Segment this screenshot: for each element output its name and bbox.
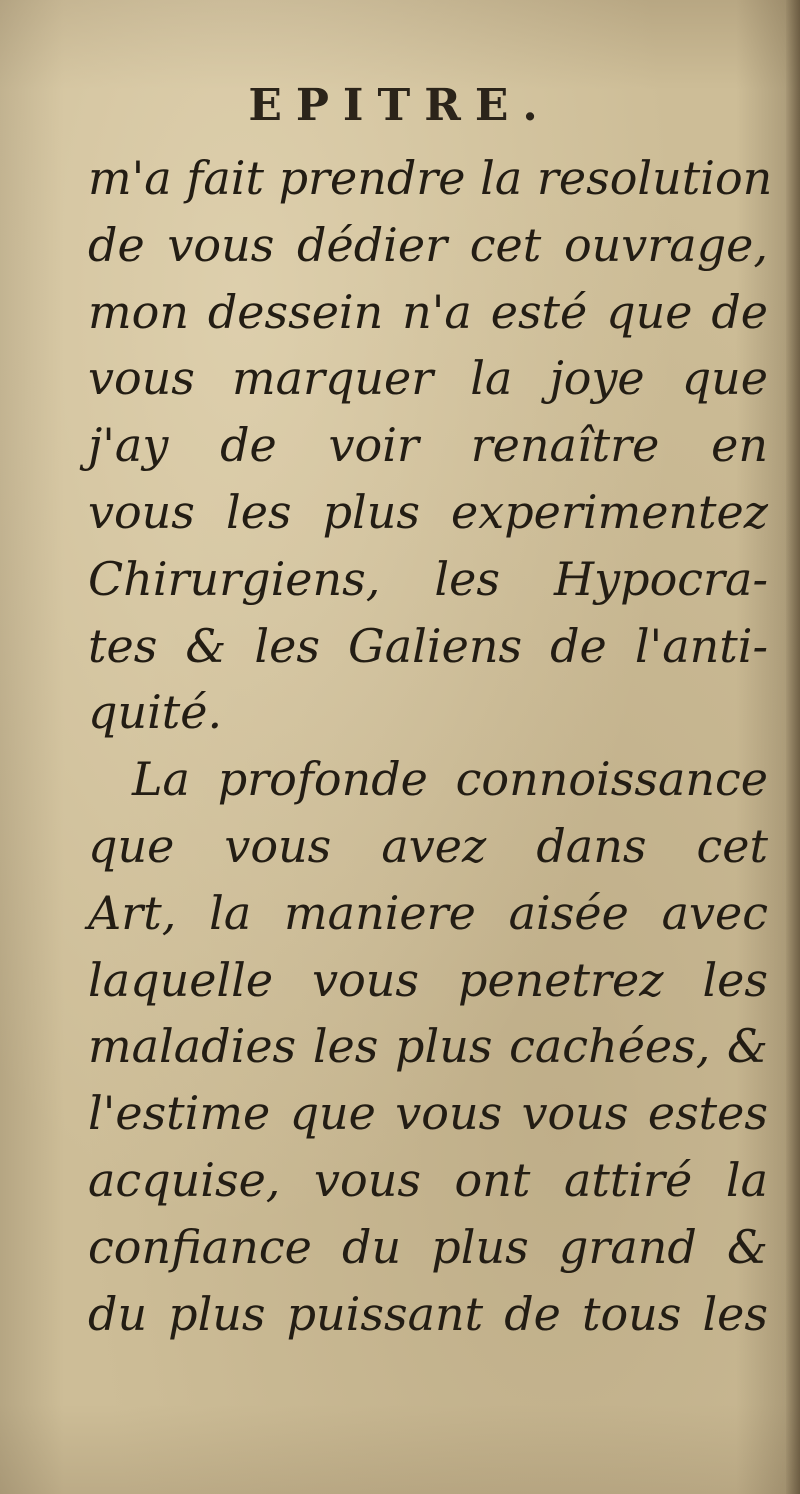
text-line: mon dessein n'a esté que de <box>88 284 768 339</box>
text-line: Chirurgiens, les Hypocra- <box>88 551 768 606</box>
text-line: j'ay de voir renaître en <box>88 418 768 473</box>
text-line: tes & les Galiens de l'anti- <box>88 618 768 673</box>
text-line: l'estime que vous vous estes <box>88 1086 768 1141</box>
body-text <box>88 145 773 1347</box>
text-line: vous marquer la joye que <box>88 351 768 406</box>
text-line: confiance du plus grand & <box>88 1219 768 1274</box>
text-line: maladies les plus cachées, & <box>88 1019 768 1074</box>
page-edge-shadow <box>786 0 800 1494</box>
text-line: acquise, vous ont attiré la <box>88 1152 768 1207</box>
text-line: laquelle vous penetrez les <box>88 952 768 1007</box>
text-line: que vous avez dans cet <box>88 818 768 873</box>
text-line: de vous dédier cet ouvrage, <box>88 217 768 272</box>
text-line: m'a fait prendre la resolution <box>88 151 773 205</box>
text-line: Art, la maniere aisée avec <box>88 885 768 940</box>
running-head: EPITRE. <box>248 80 552 131</box>
text-line: du plus puissant de tous les <box>88 1286 768 1341</box>
text-line: La profonde connoissance <box>132 752 768 807</box>
text-line: quité. <box>88 685 223 740</box>
text-line: vous les plus experimentez <box>88 484 768 539</box>
